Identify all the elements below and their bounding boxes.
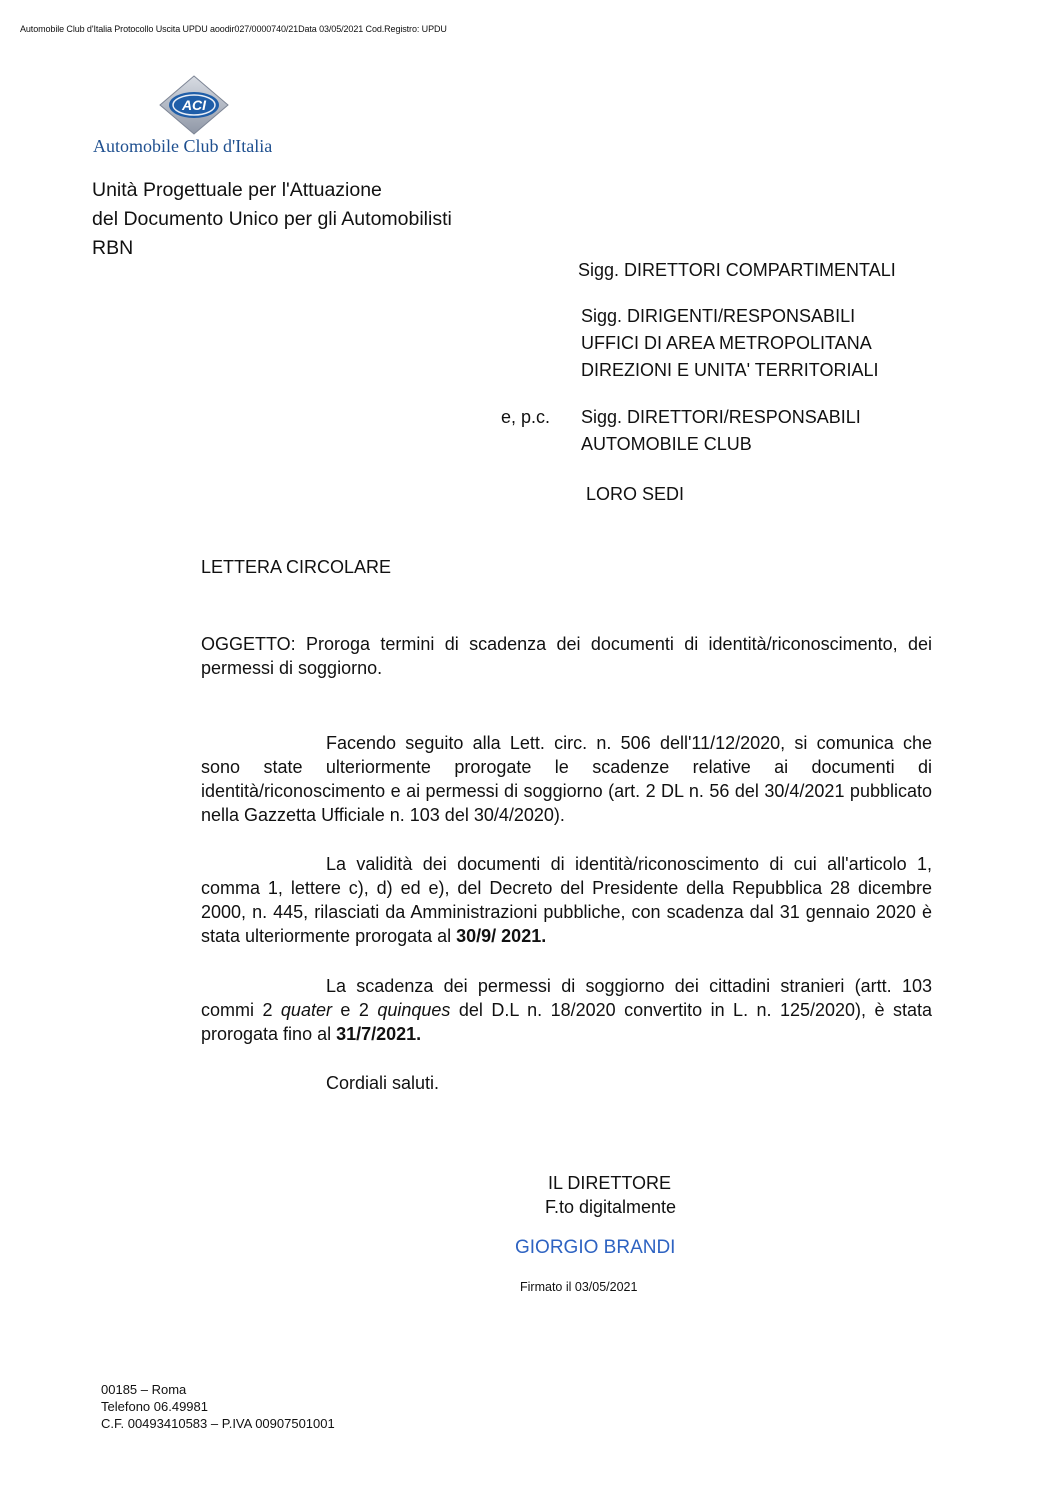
svg-text:ACI: ACI xyxy=(181,97,207,113)
sender-line: RBN xyxy=(92,237,134,259)
recipient-line: UFFICI DI AREA METROPOLITANA xyxy=(581,333,872,353)
recipient-line: DIREZIONI E UNITA' TERRITORIALI xyxy=(581,360,879,380)
recipient-group-2 xyxy=(581,303,878,384)
paragraph-2-period: . xyxy=(541,926,547,946)
sender-line: del Documento Unico per gli Automobilisti xyxy=(92,208,452,230)
paragraph-3 xyxy=(201,974,932,1046)
organization-name: Automobile Club d'Italia xyxy=(93,136,273,156)
paragraph-2-text: La validità dei documenti di identità/riconoscimento di cui all'articolo 1, comma 1, lettere c), d) ed e), del Decreto del Presidente della Repubblica 28 dicembre 2000, n. 445, rilasciati da Amministrazioni pubbliche, con scadenza dal 31 gennaio 2020 è stata ulteriormente prorogata al xyxy=(201,854,932,946)
paragraph-3-italic-2: quinques xyxy=(377,1000,451,1020)
footer xyxy=(101,1381,335,1432)
recipient-group-1: Sigg. DIRETTORI COMPARTIMENTALI xyxy=(578,260,896,280)
subject-text: Proroga termini di scadenza dei documenti di identità/riconoscimento, dei permessi di soggiorno. xyxy=(201,634,932,678)
paragraph-3-text-a: La scadenza dei permessi di soggiorno dei cittadini stranieri (artt. 103 commi 2 xyxy=(201,976,932,1020)
footer-address: 00185 – Roma xyxy=(101,1382,187,1397)
footer-tax-ids: C.F. 00493410583 – P.IVA 00907501001 xyxy=(101,1416,335,1431)
recipient-line: AUTOMOBILE CLUB xyxy=(581,434,752,454)
recipient-closing: LORO SEDI xyxy=(586,484,685,504)
recipient-group-3 xyxy=(581,404,861,458)
sender-line: Unità Progettuale per l'Attuazione xyxy=(92,179,382,201)
signed-date: Firmato il 03/05/2021 xyxy=(520,1280,638,1294)
subject-label: OGGETTO: xyxy=(201,634,296,654)
signer-name: GIORGIO BRANDI xyxy=(515,1237,676,1258)
document-type: LETTERA CIRCOLARE xyxy=(201,557,392,577)
footer-phone: Telefono 06.49981 xyxy=(101,1399,208,1414)
paragraph-3-italic-1: quater xyxy=(280,1000,332,1020)
paragraph-2 xyxy=(201,852,932,948)
paragraph-3-text-b: e 2 xyxy=(331,1000,378,1020)
aci-logo-icon xyxy=(158,74,230,136)
cc-prefix: e, p.c. xyxy=(501,407,551,427)
signature-note: F.to digitalmente xyxy=(545,1197,677,1217)
paragraph-3-date: 31/7/2021 xyxy=(336,1024,417,1044)
sender-block xyxy=(92,176,452,263)
recipient-line: Sigg. DIRIGENTI/RESPONSABILI xyxy=(581,306,856,326)
paragraph-3-period: . xyxy=(416,1024,422,1044)
recipient-line: Sigg. DIRETTORI/RESPONSABILI xyxy=(581,407,861,427)
paragraph-1: Facendo seguito alla Lett. circ. n. 506 dell'11/12/2020, si comunica che sono state ulteriormente prorogate le scadenze relative ai documenti di identità/riconoscimento e ai permessi di soggiorno (art. 2 DL n. 56 del 30/4/2021 pubblicato nella Gazzetta Ufficiale n. 103 del 30/4/2020). xyxy=(201,733,932,825)
paragraph-3-text-c: del D.L n. 18/2020 convertito in L. n. 125/2020), è stata prorogata fino al xyxy=(201,1000,932,1044)
greeting: Cordiali saluti. xyxy=(326,1073,440,1093)
subject-block xyxy=(201,632,932,680)
protocol-header: Automobile Club d'Italia Protocollo Uscita UPDU aoodir027/0000740/21Data 03/05/2021 Cod.Registro: UPDU xyxy=(20,24,447,34)
signature-title: IL DIRETTORE xyxy=(548,1173,672,1193)
paragraph-2-date: 30/9/ 2021 xyxy=(456,926,542,946)
